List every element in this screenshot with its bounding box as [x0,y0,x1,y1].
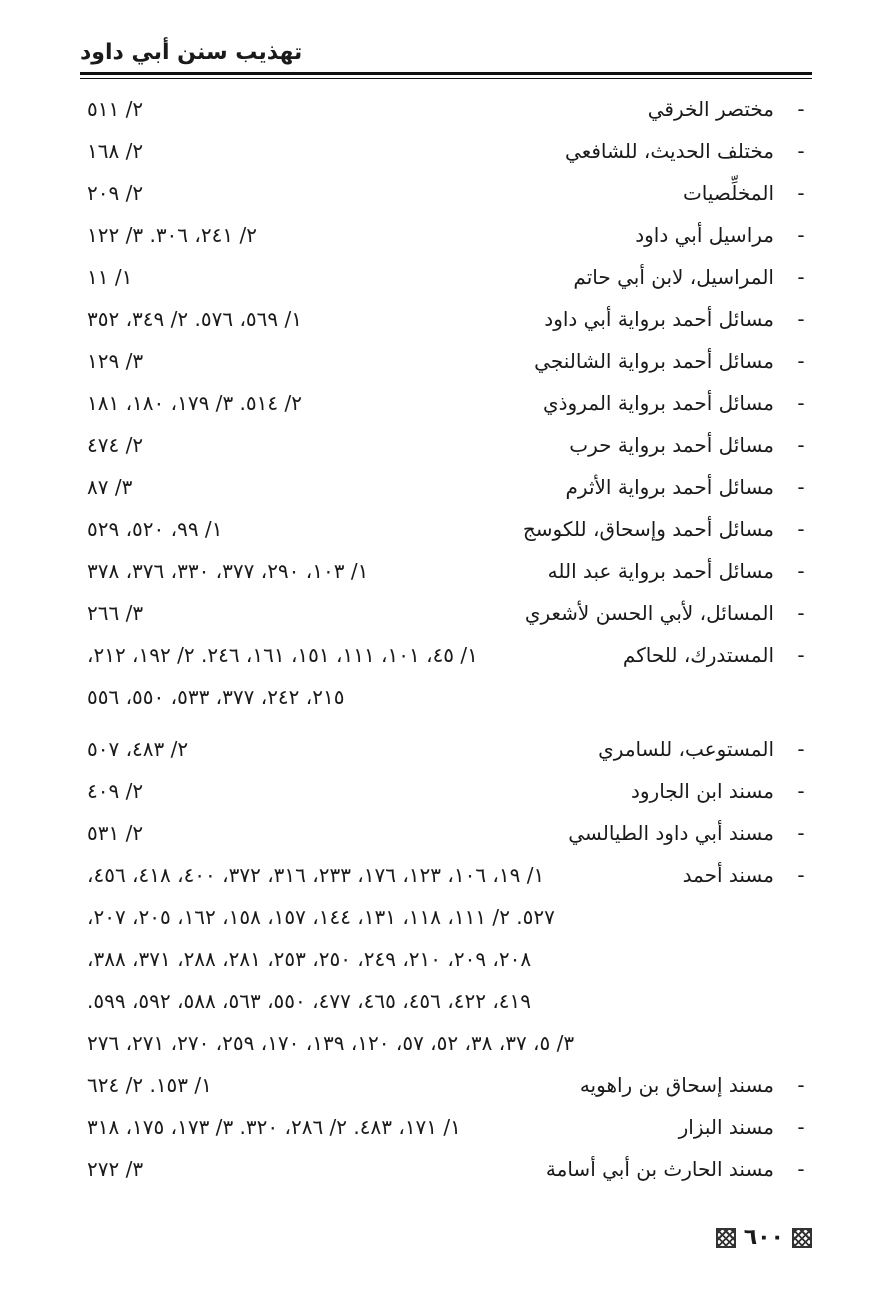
entry-title: المخلِّصيات [682,181,774,205]
entry-dash: - [797,307,805,331]
entry-references: ٢/ ٢٤١، ٣٠٦. ٣/ ١٢٢ [87,223,257,247]
entry-title: مسند البزار [678,1115,774,1139]
entry-references: ١/ ١٧١، ٤٨٣. ٢/ ٢٨٦، ٣٢٠. ٣/ ١٧٣، ١٧٥، ٣١٨ [87,1115,461,1139]
entry-title: المستوعب، للسامري [598,737,774,761]
entry-dash: - [797,737,805,761]
index-entry [85,256,812,298]
entry-references: ١/ ١٠٣، ٢٩٠، ٣٧٧، ٣٣٠، ٣٧٦، ٣٧٨ [87,559,369,583]
entry-dash: - [797,559,805,583]
index-entry [85,130,812,172]
index-entry [85,340,812,382]
entry-title: مسائل أحمد برواية عبد الله [547,559,774,583]
index-entry-continuation [85,676,812,718]
entry-references: ٢/ ٤٠٩ [87,779,144,803]
index-entry [85,592,812,634]
entry-dash: - [797,433,805,457]
entry-references: ٢/ ٥١٤. ٣/ ١٧٩، ١٨٠، ١٨١ [87,391,302,415]
entry-title: مسائل أحمد برواية المروذي [543,391,774,415]
entry-title: مسند ابن الجارود [630,779,774,803]
entry-dash: - [797,821,805,845]
entry-dash: - [797,391,805,415]
entry-dash: - [797,1073,805,1097]
entry-references: ٢/ ٤٧٤ [87,433,144,457]
entry-dash: - [797,1157,805,1181]
index-entry [85,1064,812,1106]
entry-dash: - [797,349,805,373]
entry-references: ٢/ ٤٨٣، ٥٠٧ [87,737,189,761]
entry-references: ١/ ١١ [87,265,133,289]
entry-title: مسائل أحمد برواية حرب [569,433,774,457]
entry-title: مسند إسحاق بن راهويه [579,1073,774,1097]
index-entry [85,508,812,550]
entry-references: ١/ ٩٩، ٥٢٠، ٥٢٩ [87,517,223,541]
index-entries-list [85,88,812,1190]
entry-references: ١/ ١٥٣. ٢/ ٦٢٤ [87,1073,212,1097]
entry-references: ٤١٩، ٤٢٢، ٤٥٦، ٤٦٥، ٤٧٧، ٥٥٠، ٥٦٣، ٥٨٨، ٥٩٢، ٥٩٩. [87,989,532,1013]
index-entry [85,214,812,256]
entry-dash: - [797,223,805,247]
entry-dash: - [797,863,805,887]
entry-references: ٣/ ١٢٩ [87,349,144,373]
entry-dash: - [797,1115,805,1139]
index-entry [85,1148,812,1190]
index-entry [85,854,812,896]
index-entry [85,88,812,130]
header-rule-thin [80,78,812,79]
header-rule-thick [80,72,812,75]
entry-references: ٢٠٨، ٢٠٩، ٢١٠، ٢٤٩، ٢٥٠، ٢٥٣، ٢٨١، ٢٨٨، ٣٧١، ٣٨٨، [87,947,532,971]
index-entry-continuation [85,1022,812,1064]
entry-title: مسائل أحمد برواية الشالنجي [534,349,774,373]
index-entry-continuation [85,980,812,1022]
index-entry [85,424,812,466]
entry-references: ٣/ ٢٦٦ [87,601,144,625]
index-entry [85,728,812,770]
entry-dash: - [797,265,805,289]
index-entry [85,1106,812,1148]
entry-title: مختلف الحديث، للشافعي [565,139,774,163]
entry-title: مختصر الخرقي [647,97,774,121]
index-entry [85,466,812,508]
entry-dash: - [797,475,805,499]
entry-dash: - [797,517,805,541]
index-entry-continuation [85,938,812,980]
entry-title: المراسيل، لابن أبي حاتم [573,265,774,289]
running-header-title: تهذيب سنن أبي داود [80,40,303,65]
entry-references: ١/ ١٩، ١٠٦، ١٢٣، ١٧٦، ٢٣٣، ٣١٦، ٣٧٢، ٤٠٠، ٤١٨، ٤٥٦، [87,863,545,887]
entry-title: مسائل أحمد برواية الأثرم [565,475,774,499]
entry-references: ٣/ ٥، ٣٧، ٣٨، ٥٢، ٥٧، ١٢٠، ١٣٩، ١٧٠، ٢٥٩، ٢٧٠، ٢٧١، ٢٧٦ [87,1031,575,1055]
index-entry [85,298,812,340]
entry-title: مراسيل أبي داود [635,223,774,247]
entry-references: ١/ ٥٦٩، ٥٧٦. ٢/ ٣٤٩، ٣٥٢ [87,307,302,331]
entry-title: مسائل أحمد برواية أبي داود [544,307,774,331]
entry-title: مسند أبي داود الطيالسي [568,821,774,845]
entry-references: ٢/ ١٦٨ [87,139,144,163]
entry-references: ٣/ ٨٧ [87,475,133,499]
index-entry [85,770,812,812]
entry-dash: - [797,601,805,625]
entry-title: مسند أحمد [682,863,774,887]
ornament-icon [716,1228,736,1248]
index-entry [85,172,812,214]
index-entry [85,812,812,854]
index-entry [85,550,812,592]
ornament-icon [792,1228,812,1248]
entry-references: ٢/ ٥١١ [87,97,144,121]
index-entry [85,634,812,676]
entry-references: ٢١٥، ٢٤٢، ٣٧٧، ٥٣٣، ٥٥٠، ٥٥٦ [87,685,345,709]
entry-references: ٣/ ٢٧٢ [87,1157,144,1181]
page-number: ٦٠٠ [743,1225,784,1250]
entry-references: ٢/ ٥٣١ [87,821,144,845]
entry-spacer [85,718,812,728]
page-footer [716,1225,812,1250]
entry-title: المسائل، لأبي الحسن لأشعري [524,601,774,625]
entry-title: مسائل أحمد وإسحاق، للكوسج [522,517,774,541]
entry-references: ٥٢٧. ٢/ ١١١، ١١٨، ١٣١، ١٤٤، ١٥٧، ١٥٨، ١٦٢، ٢٠٥، ٢٠٧، [87,905,555,929]
entry-dash: - [797,181,805,205]
entry-title: مسند الحارث بن أبي أسامة [545,1157,774,1181]
index-entry [85,382,812,424]
entry-dash: - [797,643,805,667]
entry-title: المستدرك، للحاكم [622,643,774,667]
entry-references: ٢/ ٢٠٩ [87,181,144,205]
entry-dash: - [797,139,805,163]
entry-references: ١/ ٤٥، ١٠١، ١١١، ١٥١، ١٦١، ٢٤٦. ٢/ ١٩٢، ٢١٢، [87,643,478,667]
entry-dash: - [797,779,805,803]
index-entry-continuation [85,896,812,938]
entry-dash: - [797,97,805,121]
